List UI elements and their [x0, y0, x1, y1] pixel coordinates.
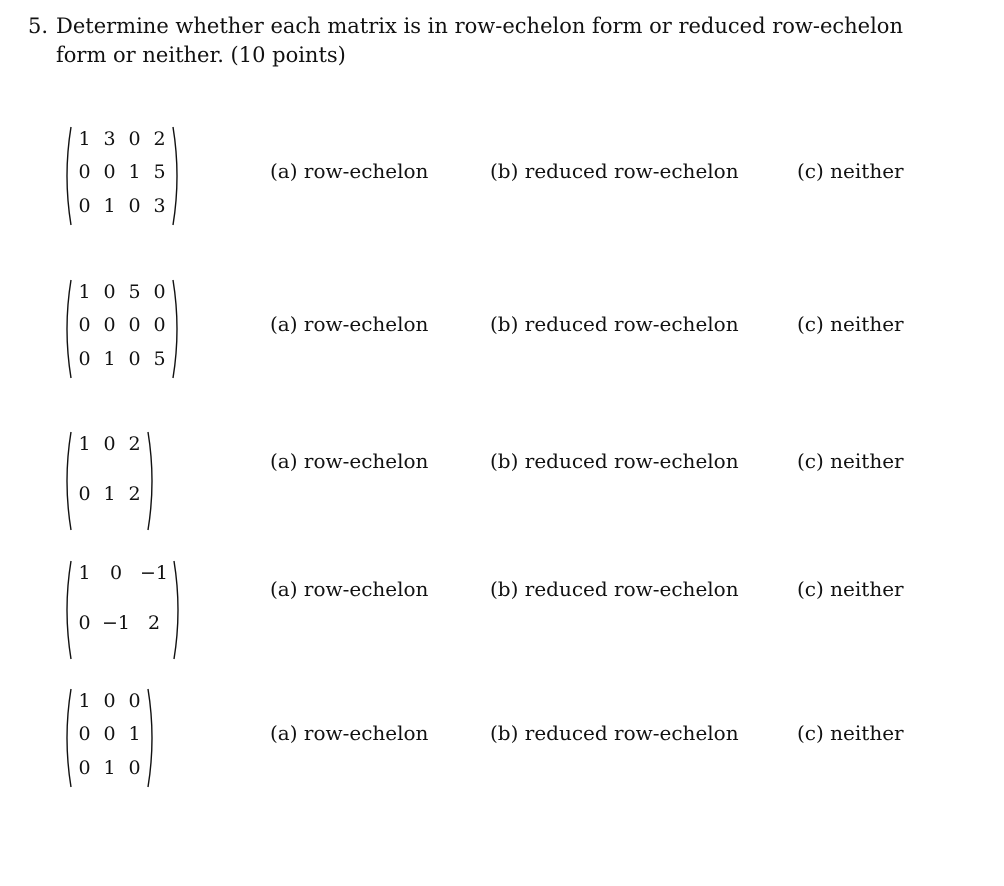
matrix-cell: 0 [128, 314, 141, 337]
matrix-cell: 3 [153, 194, 166, 217]
matrix-grid [72, 431, 147, 531]
matrix-cell: 0 [78, 612, 91, 634]
matrix-cell: 3 [103, 128, 116, 150]
matrix-5 [62, 688, 157, 788]
right-paren [172, 279, 182, 379]
matrix-cell: 1 [128, 723, 141, 746]
matrix-cell: 0 [103, 723, 116, 746]
matrix-cell: 2 [147, 612, 161, 634]
option-a-row-echelon[interactable]: (a) row-echelon [270, 312, 429, 336]
matrix-cell: 0 [103, 281, 116, 303]
question-text: Determine whether each matrix is in row-echelon form or reduced row-echelon form or neither. (10 points) [56, 14, 903, 67]
right-paren [172, 126, 182, 226]
matrix-cell: 5 [128, 281, 141, 303]
matrix-cell: 1 [78, 690, 91, 712]
matrix-2 [62, 279, 182, 379]
matrix-cell: 0 [78, 314, 91, 337]
matrix-cell: 0 [128, 194, 141, 217]
matrix-cell: 0 [78, 347, 91, 370]
matrix-cell: 0 [109, 562, 123, 584]
option-c-neither[interactable]: (c) neither [797, 577, 904, 601]
matrix-grid [72, 126, 172, 226]
right-paren [147, 688, 157, 788]
left-paren [62, 126, 72, 226]
option-b-reduced-row-echelon[interactable]: (b) reduced row-echelon [490, 721, 739, 745]
option-b-reduced-row-echelon[interactable]: (b) reduced row-echelon [490, 577, 739, 601]
option-b-reduced-row-echelon[interactable]: (b) reduced row-echelon [490, 449, 739, 473]
matrix-cell: 0 [128, 756, 141, 779]
matrix-cell: 1 [103, 483, 116, 505]
matrix-cell: 1 [103, 756, 116, 779]
matrix-cell: 1 [103, 194, 116, 217]
matrix-cell: 1 [78, 128, 91, 150]
matrix-cell: 0 [128, 347, 141, 370]
left-paren [62, 279, 72, 379]
left-paren [62, 560, 72, 660]
matrix-cell: 5 [153, 161, 166, 184]
matrix-grid [72, 279, 172, 379]
matrix-cell: 2 [153, 128, 166, 150]
question-number: 5. [28, 14, 49, 38]
matrix-grid [72, 560, 173, 660]
option-a-row-echelon[interactable]: (a) row-echelon [270, 721, 429, 745]
matrix-cell: 1 [78, 433, 91, 455]
matrix-grid [72, 688, 147, 788]
matrix-cell: 0 [78, 161, 91, 184]
matrix-cell: 0 [78, 756, 91, 779]
matrix-4 [62, 560, 183, 660]
option-c-neither[interactable]: (c) neither [797, 721, 904, 745]
matrix-cell: 0 [103, 161, 116, 184]
matrix-3 [62, 431, 157, 531]
option-a-row-echelon[interactable]: (a) row-echelon [270, 449, 429, 473]
matrix-cell: 0 [128, 128, 141, 150]
matrix-cell: 0 [78, 194, 91, 217]
option-c-neither[interactable]: (c) neither [797, 312, 904, 336]
matrix-cell: 0 [78, 483, 91, 505]
option-b-reduced-row-echelon[interactable]: (b) reduced row-echelon [490, 159, 739, 183]
option-c-neither[interactable]: (c) neither [797, 159, 904, 183]
matrix-cell: 1 [78, 562, 91, 584]
matrix-cell: 1 [78, 281, 91, 303]
matrix-cell: 0 [103, 690, 116, 712]
right-paren [147, 431, 157, 531]
matrix-1 [62, 126, 182, 226]
option-a-row-echelon[interactable]: (a) row-echelon [270, 159, 429, 183]
matrix-cell: 0 [78, 723, 91, 746]
matrix-cell: 0 [128, 690, 141, 712]
matrix-cell: 0 [153, 281, 166, 303]
matrix-cell: 1 [128, 161, 141, 184]
option-a-row-echelon[interactable]: (a) row-echelon [270, 577, 429, 601]
option-b-reduced-row-echelon[interactable]: (b) reduced row-echelon [490, 312, 739, 336]
matrix-cell: 2 [128, 433, 141, 455]
matrix-cell: 2 [128, 483, 141, 505]
matrix-cell: −1 [140, 562, 169, 584]
question [28, 12, 958, 70]
matrix-cell: 0 [153, 314, 166, 337]
matrix-cell: 0 [103, 314, 116, 337]
option-c-neither[interactable]: (c) neither [797, 449, 904, 473]
right-paren [173, 560, 183, 660]
left-paren [62, 688, 72, 788]
matrix-cell: −1 [102, 612, 131, 634]
matrix-cell: 1 [103, 347, 116, 370]
left-paren [62, 431, 72, 531]
matrix-cell: 5 [153, 347, 166, 370]
matrix-cell: 0 [103, 433, 116, 455]
